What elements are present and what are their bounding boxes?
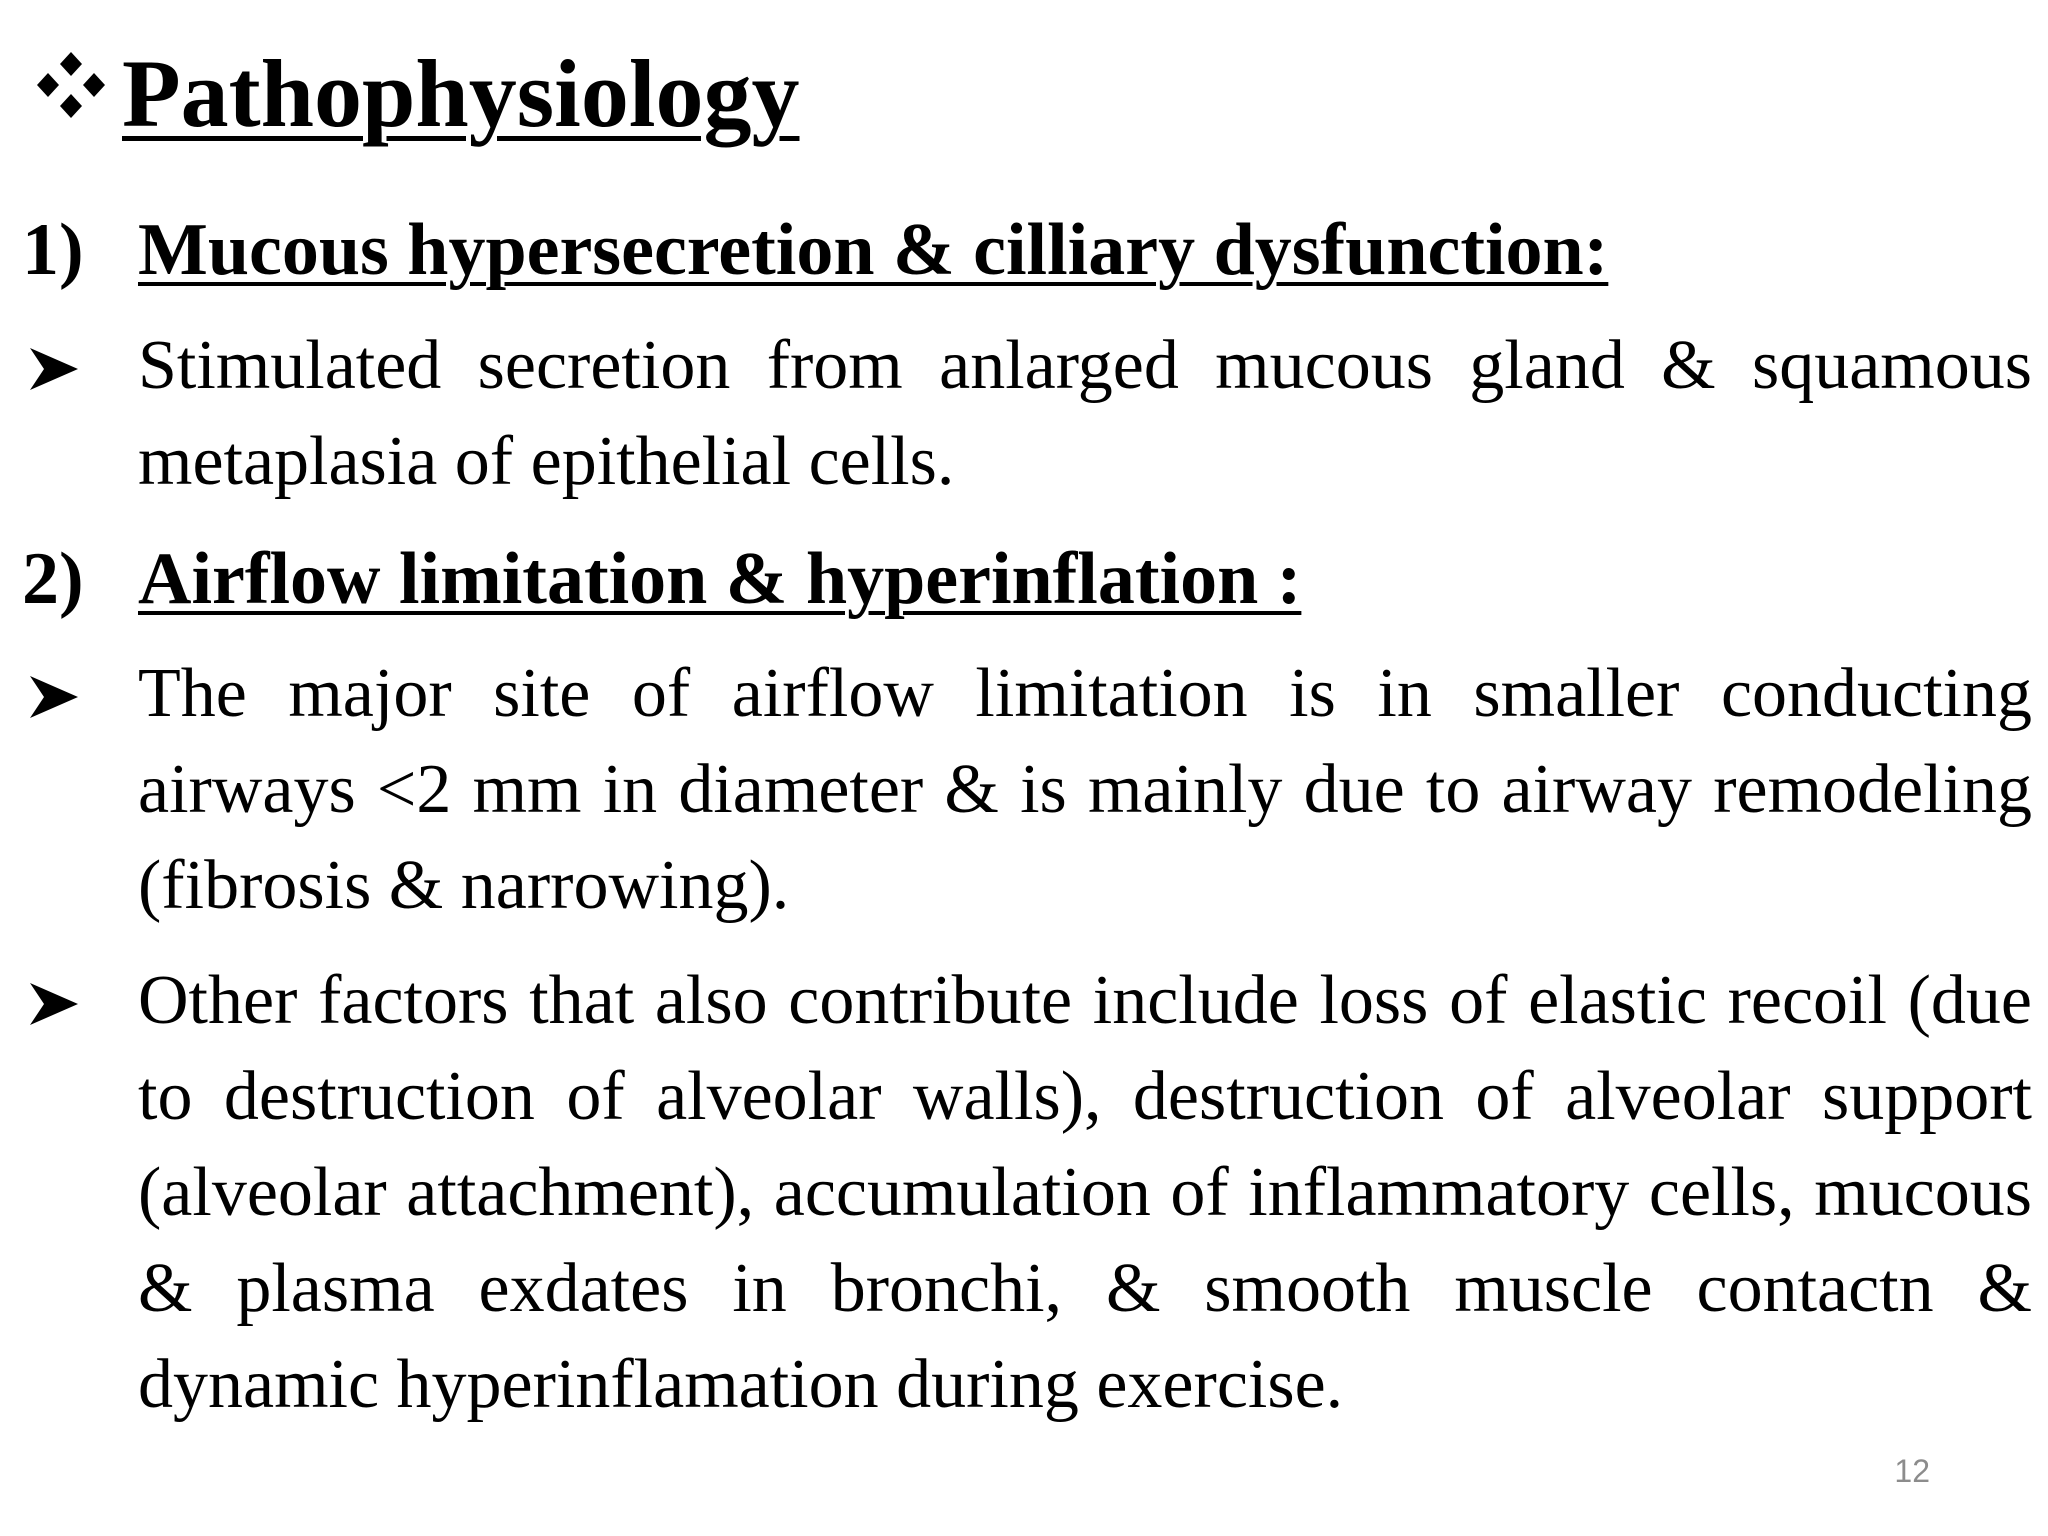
- slide-title: [28, 36, 799, 151]
- bullet-text: The major site of airflow limitation is in smaller conducting airways <2 mm in diameter & is mainly due to airway remodeling (fibrosis & narrowing).: [138, 655, 2032, 924]
- arrowhead-bullet-icon: [28, 674, 80, 720]
- section-heading-text: Mucous hypersecretion & cilliary dysfunction:: [138, 209, 1609, 291]
- arrowhead-bullet-icon: [28, 981, 80, 1027]
- arrowhead-bullet-icon: [28, 346, 80, 392]
- bullet-item: [22, 953, 2032, 1433]
- section-heading-1: [22, 206, 1608, 295]
- section-number: 1): [22, 209, 84, 291]
- page-title: Pathophysiology: [122, 40, 800, 147]
- bullet-text: Other factors that also contribute include loss of elastic recoil (due to destruction of alveolar walls), destruction of alveolar support (alveolar attachment), accumulation of inflammatory cells, mucous & plasma exdates in bronchi, & smooth muscle contactn & dynamic hyperinflamation during exercise.: [138, 962, 2032, 1423]
- page-number: 12: [1894, 1453, 1930, 1489]
- section-heading-2: [22, 535, 1301, 624]
- section-number: 2): [22, 538, 84, 620]
- bullet-item: [22, 646, 2032, 934]
- bullet-text: Stimulated secretion from anlarged mucous gland & squamous metaplasia of epithelial cells.: [138, 327, 2032, 500]
- section-heading-text: Airflow limitation & hyperinflation :: [138, 538, 1302, 620]
- bullet-item: [22, 318, 2032, 510]
- four-diamond-bullet-icon: [28, 50, 114, 120]
